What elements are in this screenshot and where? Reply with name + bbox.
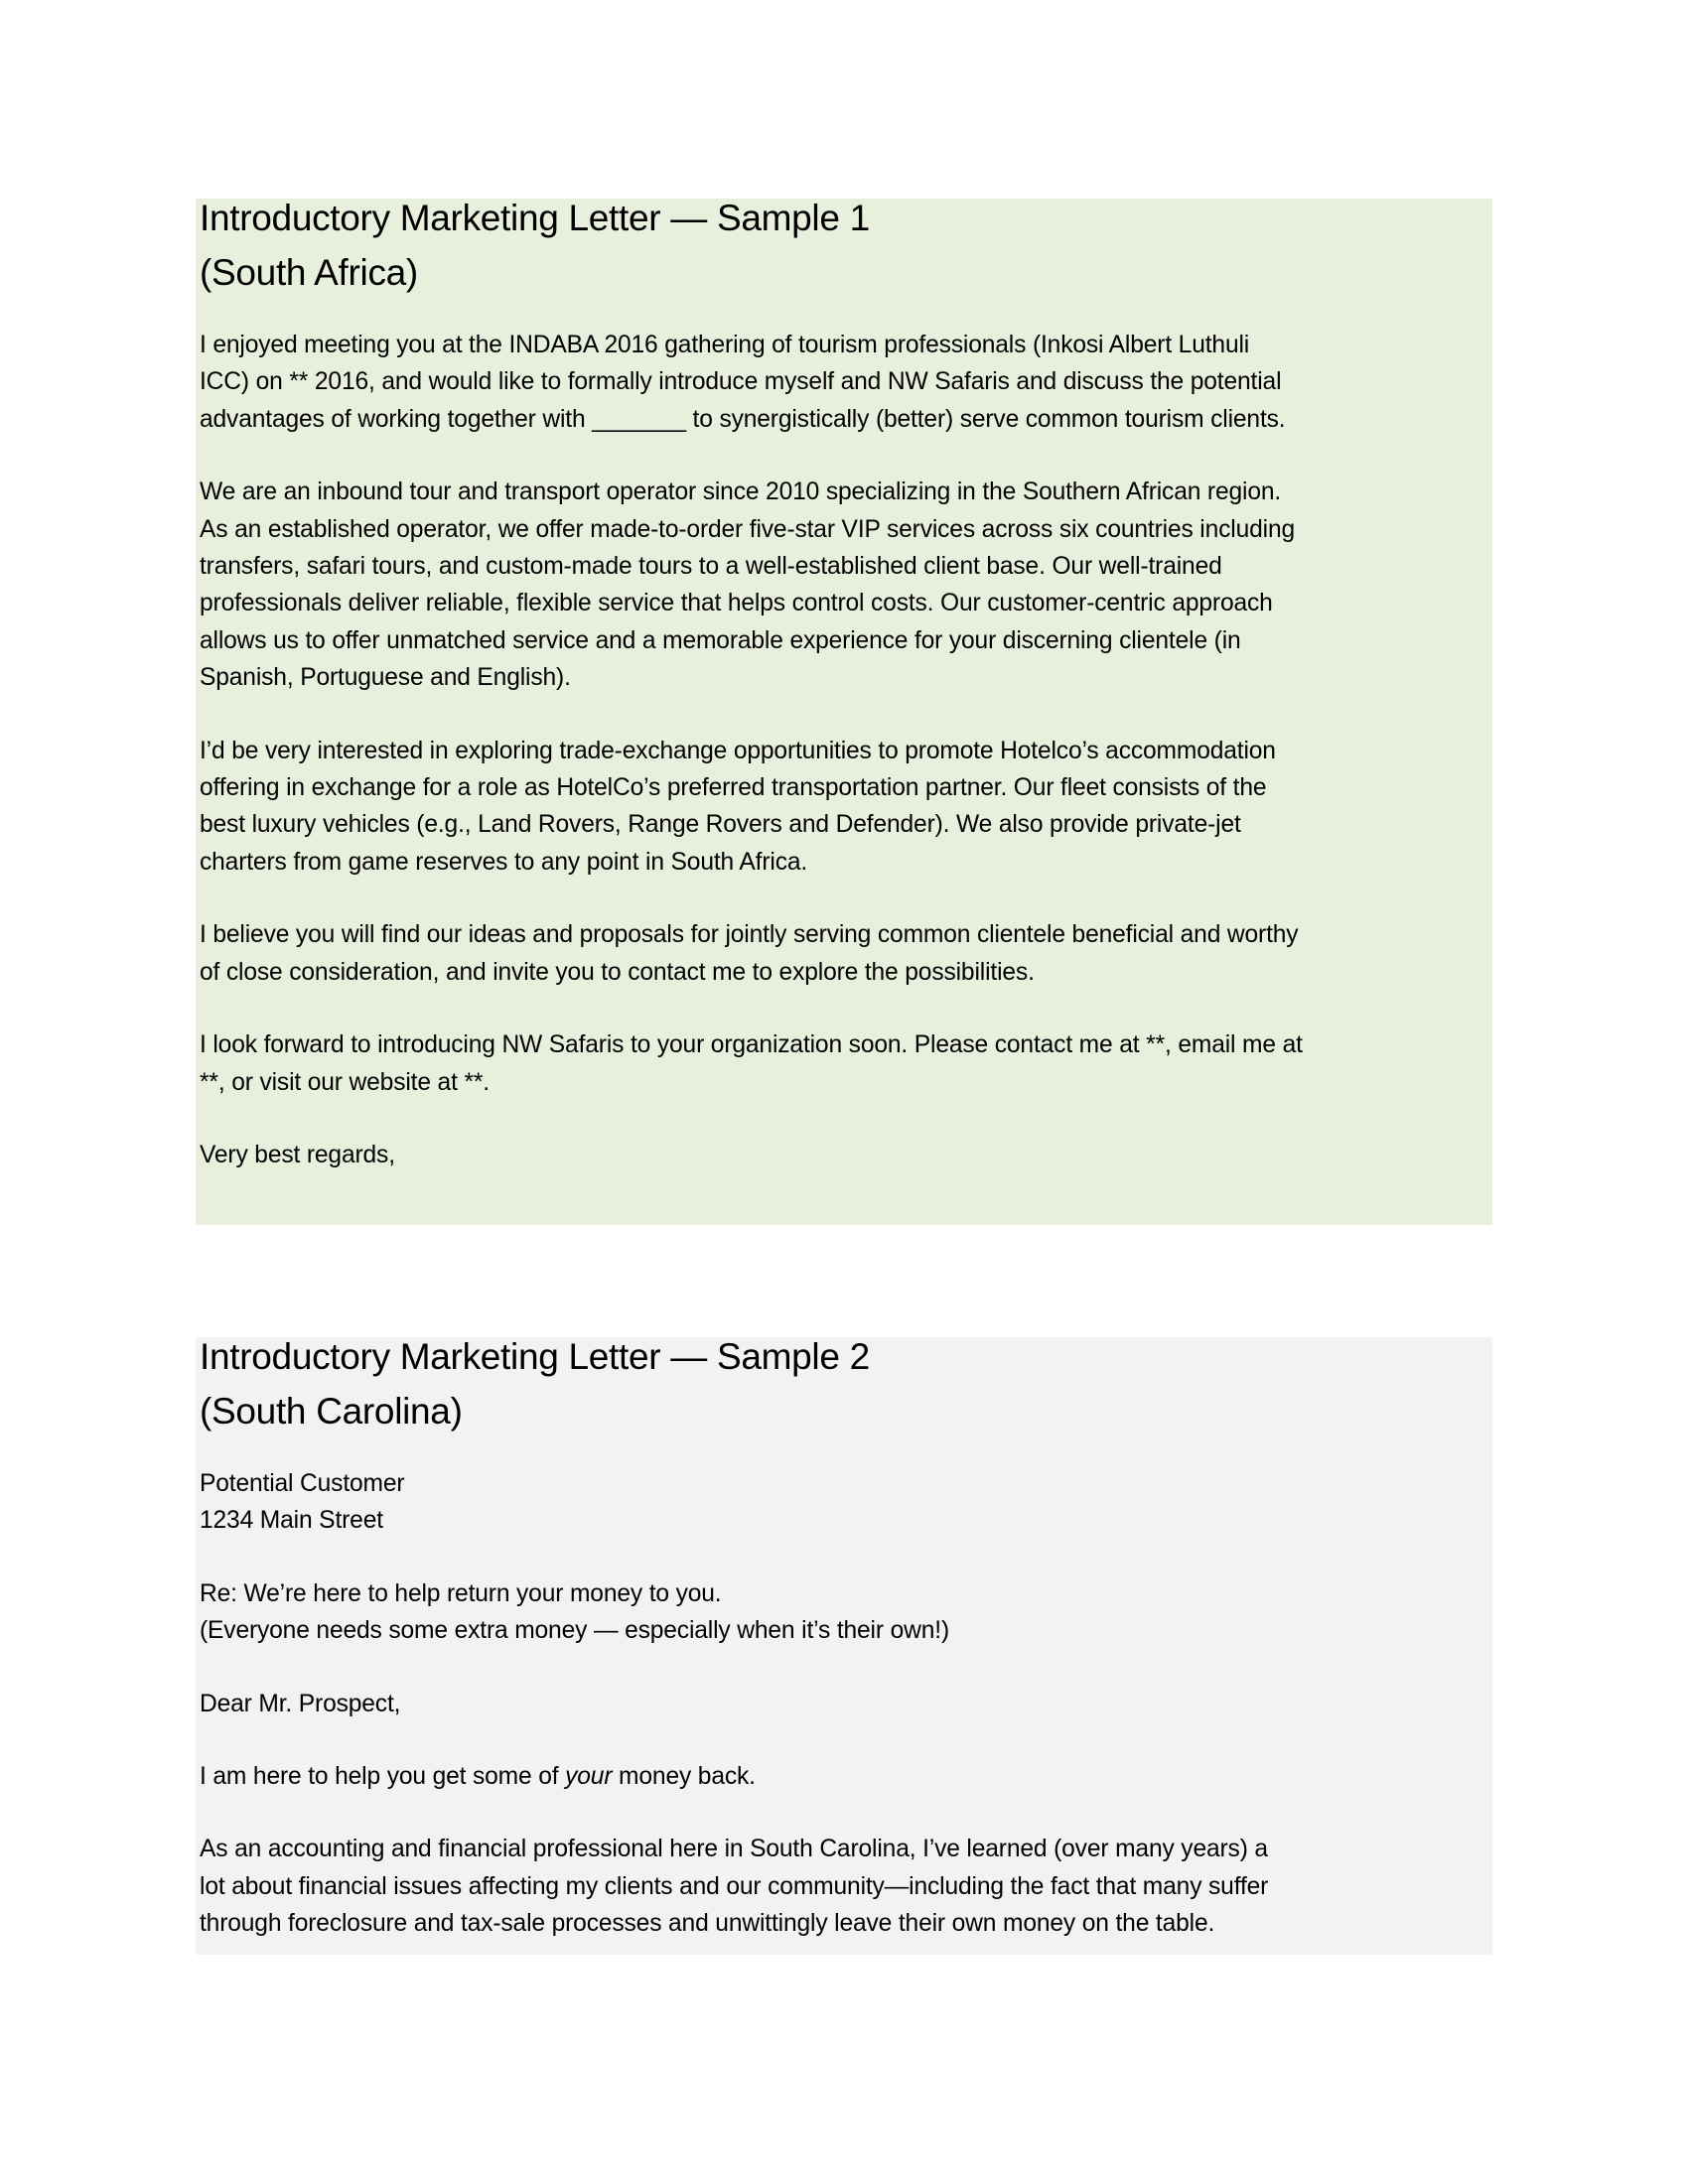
spacer [200, 300, 1492, 327]
text-line: Very best regards, [200, 1141, 395, 1168]
spacer [200, 1540, 1492, 1575]
sample-2-title: Introductory Marketing Letter — Sample 2 [200, 1336, 870, 1377]
recipient-name: Potential Customer [200, 1470, 405, 1497]
spacer [200, 1795, 1492, 1831]
intro-line [200, 1758, 1492, 1795]
text-line: advantages of working together with _______ to synergistically (better) serve common tourism clients. [200, 405, 1286, 433]
sample-1-paragraph-proposal [200, 733, 1492, 882]
sample-2-salutation [200, 1686, 1492, 1722]
text-line: lot about financial issues affecting my clients and our community—including the fact that many suffer [200, 1872, 1269, 1900]
sample-1-closing [200, 1137, 1492, 1173]
sample-1-paragraph-intro [200, 327, 1492, 438]
sample-1-subtitle: (South Africa) [200, 252, 418, 293]
text-line: I look forward to introducing NW Safaris to your organization soon. Please contact me at **, email me at [200, 1031, 1303, 1059]
text-line: ICC) on ** 2016, and would like to formally introduce myself and NW Safaris and discuss the potential [200, 368, 1282, 396]
text-line: We are an inbound tour and transport operator since 2010 specializing in the Southern African region. [200, 478, 1282, 506]
sample-2-body [200, 1831, 1492, 1942]
salutation-line: Dear Mr. Prospect, [200, 1690, 401, 1717]
text-line: charters from game reserves to any point in South Africa. [200, 848, 808, 876]
spacer [200, 1722, 1492, 1758]
intro-before: I am here to help you get some of [200, 1763, 566, 1791]
sample-2-intro [200, 1758, 1492, 1795]
spacer [200, 1438, 1492, 1465]
recipient-street: 1234 Main Street [200, 1507, 383, 1535]
text-line: As an accounting and financial professional here in South Carolina, I’ve learned (over many years) a [200, 1836, 1268, 1863]
text-line: of close consideration, and invite you to contact me to explore the possibilities. [200, 958, 1035, 986]
sample-1-title: Introductory Marketing Letter — Sample 1 [200, 198, 870, 238]
intro-after: money back. [612, 1763, 756, 1791]
text-line: transfers, safari tours, and custom-made tours to a well-established client base. Our well-trained [200, 553, 1222, 581]
re-line: Re: We’re here to help return your money to you. [200, 1579, 722, 1607]
sample-2-re-block [200, 1575, 1492, 1650]
spacer [200, 1101, 1492, 1137]
text-line: professionals deliver reliable, flexible service that helps control costs. Our customer-centric approach [200, 590, 1273, 617]
text-line: **, or visit our website at **. [200, 1068, 490, 1096]
sample-2-subtitle: (South Carolina) [200, 1391, 463, 1432]
text-line: best luxury vehicles (e.g., Land Rovers, Range Rovers and Defender). We also provide private-jet [200, 811, 1241, 839]
sample-1-paragraph-consideration [200, 916, 1492, 991]
text-line: I enjoyed meeting you at the INDABA 2016 gathering of tourism professionals (Inkosi Albert Luthuli [200, 332, 1250, 358]
intro-emphasis: your [565, 1763, 613, 1791]
spacer [200, 881, 1492, 916]
sample-1-paragraph-company [200, 474, 1492, 696]
text-line: through foreclosure and tax-sale processes and unwittingly leave their own money on the table. [200, 1910, 1215, 1938]
text-line: Spanish, Portuguese and English). [200, 664, 571, 692]
text-line: offering in exchange for a role as HotelCo’s preferred transportation partner. Our fleet consists of the [200, 774, 1267, 802]
spacer [200, 991, 1492, 1026]
spacer [200, 438, 1492, 474]
sample-1-paragraph-contact [200, 1026, 1492, 1101]
letter-sample-1 [196, 199, 1492, 1225]
spacer [200, 697, 1492, 733]
text-line: I believe you will find our ideas and proposals for jointly serving common clientele beneficial and worthy [200, 921, 1299, 949]
text-line: allows us to offer unmatched service and a memorable experience for your discerning clientele (in [200, 626, 1241, 654]
re-subline: (Everyone needs some extra money — especially when it’s their own!) [200, 1617, 949, 1645]
text-line: I’d be very interested in exploring trade-exchange opportunities to promote Hotelco’s accommodation [200, 737, 1276, 764]
letter-sample-2 [196, 1337, 1492, 1955]
sample-2-address-block [200, 1465, 1492, 1540]
spacer [200, 1650, 1492, 1686]
text-line: As an established operator, we offer made-to-order five-star VIP services across six countries including [200, 515, 1296, 543]
